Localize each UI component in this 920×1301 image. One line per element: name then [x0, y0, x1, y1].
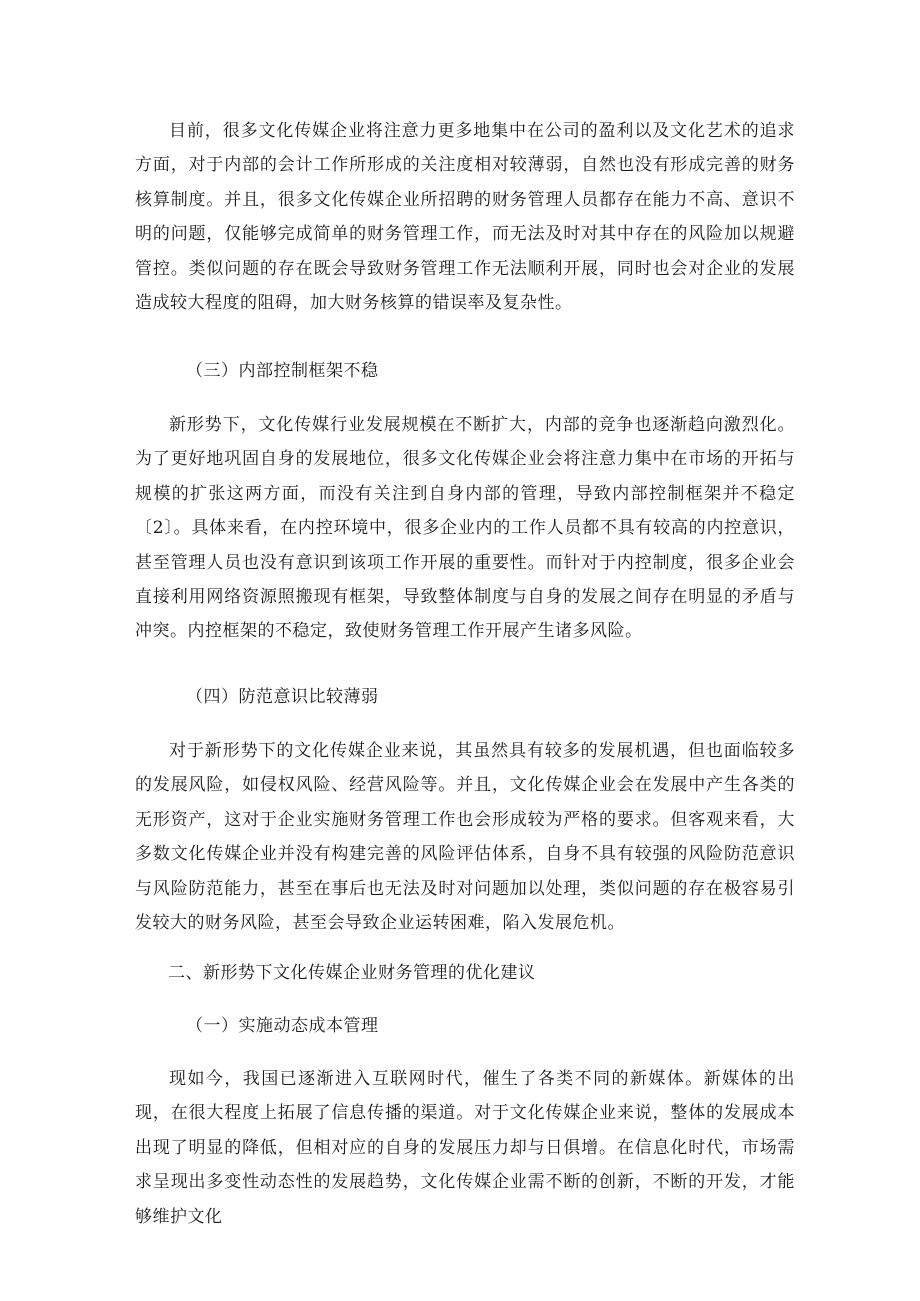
paragraph-internal-control: 新形势下，文化传媒行业发展规模在不断扩大，内部的竞争也逐渐趋向激烈化。为了更好地巩固自身的发展地位，很多文化传媒企业会将注意力集中在市场的开拓与规模的扩张这两方面，而没有关注到自身内部的管理，导致内部控制框架并不稳定〔2〕。具体来看，在内控环境中，很多企业内的工作人员都不具有较高的内控意识，甚至管理人员也没有意识到该项工作开展的重要性。而针对于内控制度，很多企业会直接利用网络资源照搬现有框架，导致整体制度与自身的发展之间存在明显的矛盾与冲突。内控框架的不稳定，致使财务管理工作开展产生诸多风险。	[135, 415, 795, 642]
paragraph-dynamic-cost: 现如今，我国已逐渐进入互联网时代，催生了各类不同的新媒体。新媒体的出现，在很大程度上拓展了信息传播的渠道。对于文化传媒企业来说，整体的发展成本出现了明显的降低，但相对应的自身的发展压力却与日俱增。在信息化时代，市场需求呈现出多变性动态性的发展趋势，文化传媒企业需不断的创新，不断的开发，才能够维护文化	[135, 1069, 795, 1227]
paragraph-accounting-attention: 目前，很多文化传媒企业将注意力更多地集中在公司的盈利以及文化艺术的追求方面，对于内部的会计工作所形成的关注度相对较薄弱，自然也没有形成完善的财务核算制度。并且，很多文化传媒企业所招聘的财务管理人员都存在能力不高、意识不明的问题，仅能够完成简单的财务管理工作，而无法及时对其中存在的风险加以规避管控。类似问题的存在既会导致财务管理工作无法顺利开展，同时也会对企业的发展造成较大程度的阻碍，加大财务核算的错误率及复杂性。	[135, 121, 795, 314]
heading-internal-control-framework: （三）内部控制框架不稳	[186, 361, 379, 381]
heading-dynamic-cost-management: （一）实施动态成本管理	[186, 1016, 379, 1036]
paragraph-risk-awareness: 对于新形势下的文化传媒企业来说，其虽然具有较多的发展机遇，但也面临较多的发展风险，如侵权风险、经营风险等。并且，文化传媒企业会在发展中产生各类的无形资产，这对于企业实施财务管理工作也会形成较为严格的要求。但客观来看，大多数文化传媒企业并没有构建完善的风险评估体系，自身不具有较强的风险防范意识与风险防范能力，甚至在事后也无法及时对问题加以处理，类似问题的存在极容易引发较大的财务风险，甚至会导致企业运转困难，陷入发展危机。	[135, 741, 795, 934]
heading-section-optimization: 二、新形势下文化传媒企业财务管理的优化建议	[168, 963, 536, 983]
heading-risk-awareness: （四）防范意识比较薄弱	[186, 687, 379, 707]
